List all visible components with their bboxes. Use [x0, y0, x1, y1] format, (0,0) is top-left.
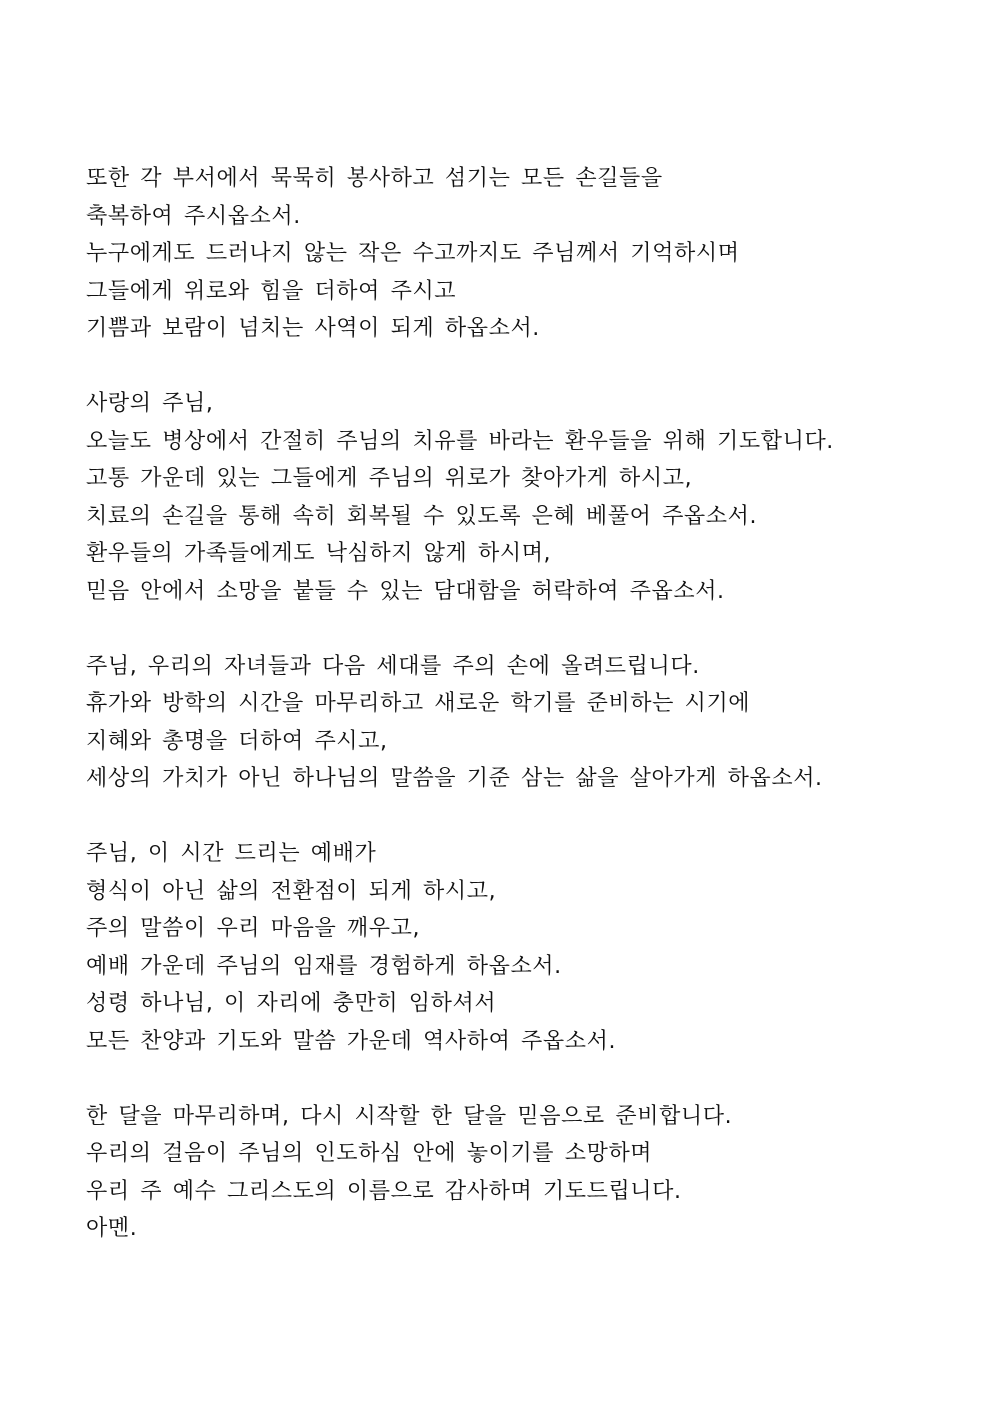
text-line: 축복하여 주시옵소서. — [86, 203, 301, 229]
paragraph-3 — [86, 648, 966, 798]
paragraph-5 — [86, 1098, 966, 1248]
text-line: 누구에게도 드러나지 않는 작은 수고까지도 주님께서 기억하시며 — [86, 241, 740, 266]
text-line: 성령 하나님, 이 자리에 충만히 임하셔서 — [86, 991, 497, 1016]
text-line: 치료의 손길을 통해 속히 회복될 수 있도록 은혜 베풀어 주옵소서. — [86, 503, 758, 529]
text-line: 주의 말씀이 우리 마음을 깨우고, — [86, 916, 421, 941]
text-line: 기쁨과 보람이 넘치는 사역이 되게 하옵소서. — [86, 316, 540, 341]
text-line: 주님, 이 시간 드리는 예배가 — [86, 841, 377, 866]
paragraph-4 — [86, 835, 966, 1060]
text-line: 우리 주 예수 그리스도의 이름으로 감사하며 기도드립니다. — [86, 1178, 682, 1204]
text-line: 믿음 안에서 소망을 붙들 수 있는 담대함을 허락하여 주옵소서. — [86, 578, 725, 604]
text-line: 휴가와 방학의 시간을 마무리하고 새로운 학기를 준비하는 시기에 — [86, 691, 751, 716]
text-line: 오늘도 병상에서 간절히 주님의 치유를 바라는 환우들을 위해 기도합니다. — [86, 428, 834, 454]
text-line: 환우들의 가족들에게도 낙심하지 않게 하시며, — [86, 541, 552, 566]
text-line: 세상의 가치가 아닌 하나님의 말씀을 기준 삼는 삶을 살아가게 하옵소서. — [86, 766, 823, 791]
text-line: 모든 찬양과 기도와 말씀 가운데 역사하여 주옵소서. — [86, 1028, 617, 1054]
paragraph-2 — [86, 385, 966, 610]
text-line: 한 달을 마무리하며, 다시 시작할 한 달을 믿음으로 준비합니다. — [86, 1103, 733, 1129]
text-line: 사랑의 주님, — [86, 391, 214, 416]
text-line: 형식이 아닌 삶의 전환점이 되게 하시고, — [86, 878, 497, 904]
text-line: 또한 각 부서에서 묵묵히 봉사하고 섬기는 모든 손길들을 — [86, 166, 663, 191]
text-line: 그들에게 위로와 힘을 더하여 주시고 — [86, 278, 457, 304]
text-line: 주님, 우리의 자녀들과 다음 세대를 주의 손에 올려드립니다. — [86, 653, 700, 679]
prayer-text-body — [86, 160, 966, 1285]
paragraph-1 — [86, 160, 966, 348]
text-line: 아멘. — [86, 1216, 138, 1241]
text-line: 예배 가운데 주님의 임재를 경험하게 하옵소서. — [86, 953, 562, 979]
text-line: 지혜와 총명을 더하여 주시고, — [86, 728, 388, 754]
text-line: 우리의 걸음이 주님의 인도하심 안에 놓이기를 소망하며 — [86, 1141, 653, 1166]
text-line: 고통 가운데 있는 그들에게 주님의 위로가 찾아가게 하시고, — [86, 466, 693, 491]
